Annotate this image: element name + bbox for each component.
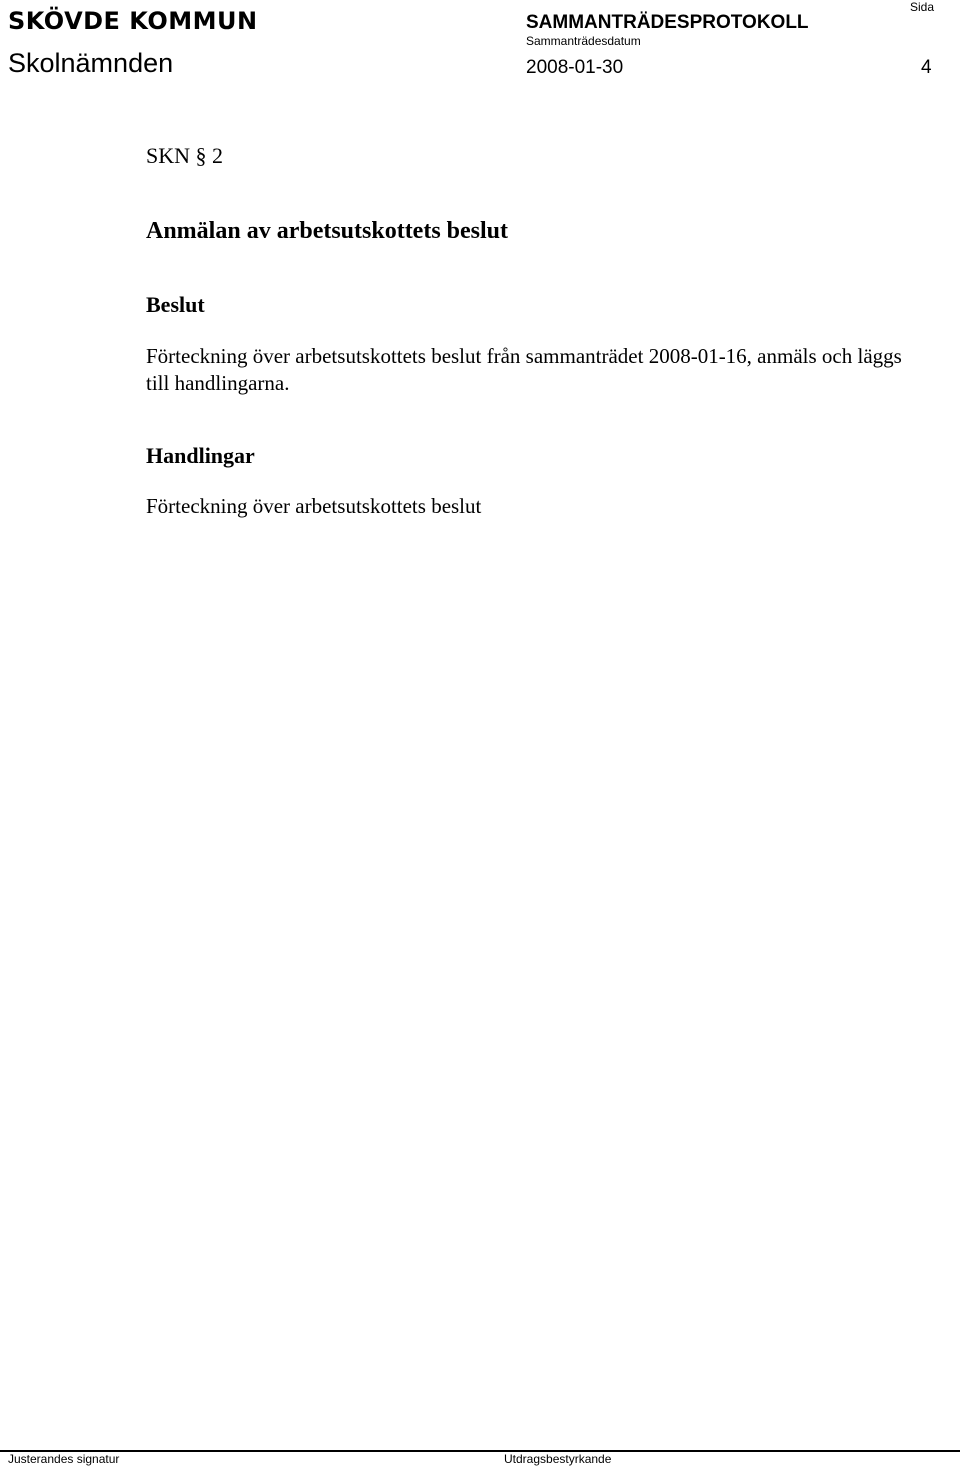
documents-heading: Handlingar bbox=[146, 443, 255, 468]
date-label: Sammanträdesdatum bbox=[526, 34, 641, 48]
committee-name: Skolnämnden bbox=[8, 48, 174, 78]
meeting-date: 2008-01-30 bbox=[526, 57, 624, 78]
decision-heading: Beslut bbox=[146, 292, 205, 317]
organization-logo: SKÖVDE KOMMUN bbox=[8, 7, 258, 35]
section-title: Anmälan av arbetsutskottets beslut bbox=[146, 218, 509, 244]
decision-text: Förteckning över arbetsutskottets beslut från sammanträdet 2008-01-16, anmäls och läggs till handlingarna. bbox=[146, 344, 902, 395]
page-number: 4 bbox=[921, 57, 932, 78]
footer-divider bbox=[0, 1450, 960, 1452]
document-type: SAMMANTRÄDESPROTOKOLL bbox=[526, 12, 809, 33]
documents-text: Förteckning över arbetsutskottets beslut bbox=[146, 494, 482, 518]
page-label: Sida bbox=[910, 0, 935, 14]
signature-label: Justerandes signatur bbox=[8, 1452, 120, 1466]
paragraph-id: SKN § 2 bbox=[146, 143, 224, 168]
certification-label: Utdragsbestyrkande bbox=[504, 1452, 612, 1466]
